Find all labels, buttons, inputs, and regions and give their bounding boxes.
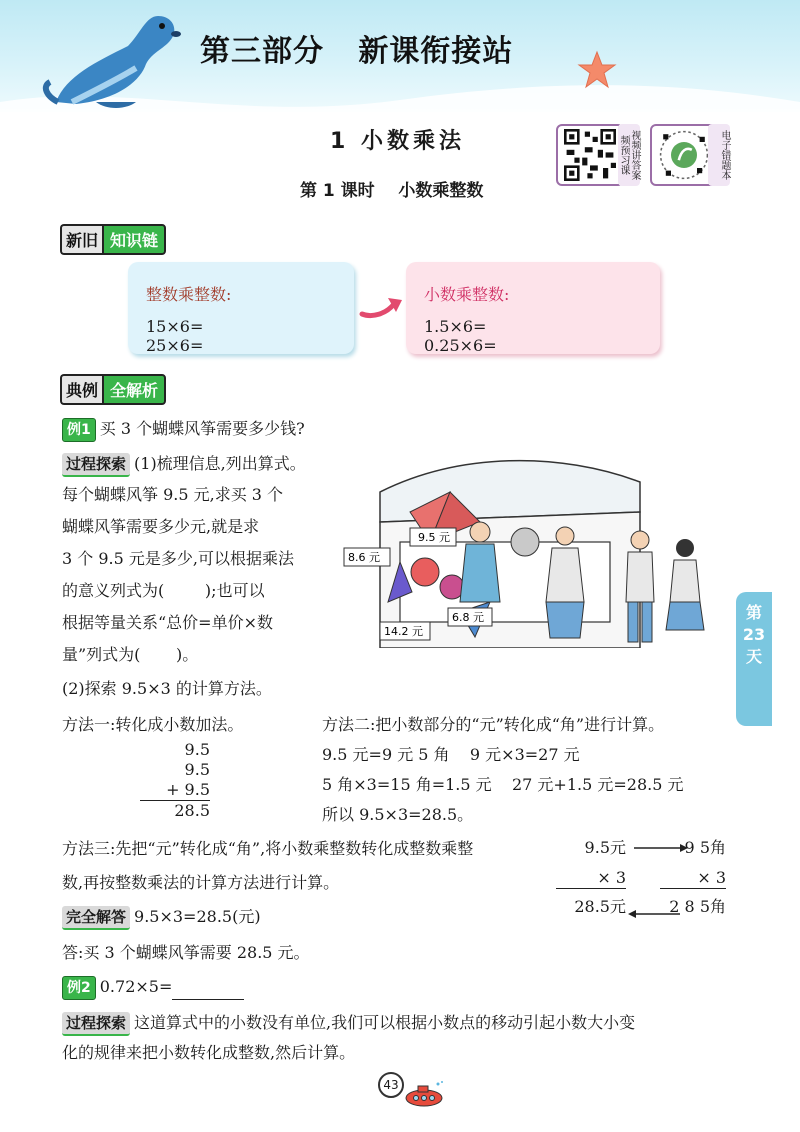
qr-code-video[interactable] bbox=[556, 124, 624, 186]
section-tag-part2: 知识链 bbox=[102, 224, 166, 255]
method2-line-1: 9.5 元=9 元 5 角 9 元×3=27 元 bbox=[322, 745, 580, 764]
example1-question: 买 3 个蝴蝶风筝需要多少钱? bbox=[99, 419, 305, 438]
starfish-icon bbox=[577, 50, 617, 90]
new-box-row bbox=[424, 317, 642, 355]
qr-icon bbox=[655, 129, 713, 181]
section-tag-part1: 新旧 bbox=[60, 224, 102, 255]
answer-blank[interactable] bbox=[172, 984, 244, 1000]
price-label-2: 8.6 元 bbox=[348, 551, 380, 564]
example1-line-1: 每个蝴蝶风筝 9.5 元,求买 3 个 bbox=[62, 485, 284, 504]
vertical-yuan-result: 28.5元 bbox=[574, 897, 626, 916]
example1-process-line bbox=[62, 453, 306, 477]
example2-question-line bbox=[62, 976, 244, 1000]
addition-sum: 28.5 bbox=[174, 801, 210, 820]
new-expr-2: 0.25×6= bbox=[424, 336, 497, 355]
old-knowledge-box bbox=[128, 262, 354, 354]
section-knowledge-link bbox=[60, 226, 166, 252]
old-box-heading: 整数乘整数: bbox=[146, 285, 232, 304]
example2-tag: 例2 bbox=[62, 976, 96, 1000]
vertical-jiao bbox=[660, 838, 726, 917]
addend-2: 9.5 bbox=[184, 760, 210, 779]
submarine-icon bbox=[402, 1080, 448, 1108]
example2-line-2: 化的规律来把小数转化成整数,然后计算。 bbox=[62, 1043, 356, 1062]
old-box-row bbox=[146, 317, 336, 355]
vertical-yuan-top: 9.5元 bbox=[584, 838, 626, 857]
qr-label-video: 视频讲答案 频预习课 bbox=[618, 124, 640, 186]
answer-line bbox=[62, 906, 261, 930]
seal-icon bbox=[36, 6, 186, 110]
qr-label-error-book: 电子错题本 bbox=[708, 124, 730, 186]
method3-line-1: 方法三:先把“元”转化成“角”,将小数乘整数转化成整数乘整 bbox=[62, 839, 474, 858]
vertical-yuan-mul: × 3 bbox=[556, 868, 626, 889]
method1-title: 方法一:转化成小数加法。 bbox=[62, 715, 244, 734]
method2-title: 方法二:把小数部分的“元”转化成“角”进行计算。 bbox=[322, 715, 665, 734]
kite-shop-illustration bbox=[340, 452, 720, 648]
example1-tag: 例1 bbox=[62, 418, 96, 442]
example1-line-3: 3 个 9.5 元是多少,可以根据乘法 bbox=[62, 549, 294, 568]
price-label-3: 6.8 元 bbox=[452, 611, 484, 624]
price-label-4: 14.2 元 bbox=[384, 625, 423, 638]
method2-line-3: 所以 9.5×3=28.5。 bbox=[322, 805, 474, 824]
vertical-yuan bbox=[556, 838, 626, 917]
example2-line-1: 这道算式中的小数没有单位,我们可以根据小数点的移动引起小数大小变 bbox=[134, 1013, 636, 1032]
vertical-jiao-result: 2 8 5角 bbox=[669, 897, 726, 916]
vertical-jiao-mul: × 3 bbox=[660, 868, 726, 889]
section-tag-part2: 全解析 bbox=[102, 374, 166, 405]
process-tag: 过程探索 bbox=[62, 453, 130, 477]
answer-expression: 9.5×3=28.5(元) bbox=[134, 907, 261, 926]
example2-process-line bbox=[62, 1012, 635, 1036]
lesson-title: 1 小数乘法 bbox=[330, 129, 465, 154]
addition-vertical bbox=[140, 740, 210, 821]
arrow-left-icon bbox=[628, 908, 682, 920]
example1-question-line bbox=[62, 418, 305, 442]
method2-line-2: 5 角×3=15 角=1.5 元 27 元+1.5 元=28.5 元 bbox=[322, 775, 684, 794]
method3-line-2: 数,再按整数乘法的计算方法进行计算。 bbox=[62, 873, 340, 892]
day-side-tab[interactable]: 第 23 天 bbox=[736, 592, 772, 726]
section-tag-part1: 典例 bbox=[60, 374, 102, 405]
answer-tag: 完全解答 bbox=[62, 906, 130, 930]
page-number: 43 bbox=[378, 1072, 404, 1098]
part-title: 第三部分 新课衔接站 bbox=[200, 34, 514, 69]
lesson-subtitle: 第 1 课时 小数乘整数 bbox=[300, 181, 484, 201]
answer-sentence: 答:买 3 个蝴蝶风筝需要 28.5 元。 bbox=[62, 943, 310, 962]
addend-3: + 9.5 bbox=[140, 780, 210, 801]
addend-1: 9.5 bbox=[184, 740, 210, 759]
old-expr-2: 25×6= bbox=[146, 336, 204, 355]
example1-line-5: 根据等量关系“总价=单价×数 bbox=[62, 613, 273, 632]
new-expr-1: 1.5×6= bbox=[424, 317, 487, 336]
new-box-heading: 小数乘整数: bbox=[424, 285, 510, 304]
example1-line-6: 量”列式为( )。 bbox=[62, 645, 199, 664]
process-tag: 过程探索 bbox=[62, 1012, 130, 1036]
example1-line-2: 蝴蝶风筝需要多少元,就是求 bbox=[62, 517, 260, 536]
section-example-analysis bbox=[60, 376, 166, 402]
price-label-1: 9.5 元 bbox=[418, 531, 450, 544]
example1-line-4: 的意义列式为( );也可以 bbox=[62, 581, 265, 600]
old-expr-1: 15×6= bbox=[146, 317, 204, 336]
example2-question: 0.72×5= bbox=[99, 977, 173, 996]
new-knowledge-box bbox=[406, 262, 660, 354]
example1-step2: (2)探索 9.5×3 的计算方法。 bbox=[62, 679, 272, 698]
arrow-right-icon bbox=[358, 294, 404, 320]
header-banner bbox=[0, 0, 800, 112]
vertical-jiao-top: 9 5角 bbox=[684, 838, 726, 857]
qr-icon bbox=[561, 129, 619, 181]
example1-step1: (1)梳理信息,列出算式。 bbox=[134, 454, 306, 473]
